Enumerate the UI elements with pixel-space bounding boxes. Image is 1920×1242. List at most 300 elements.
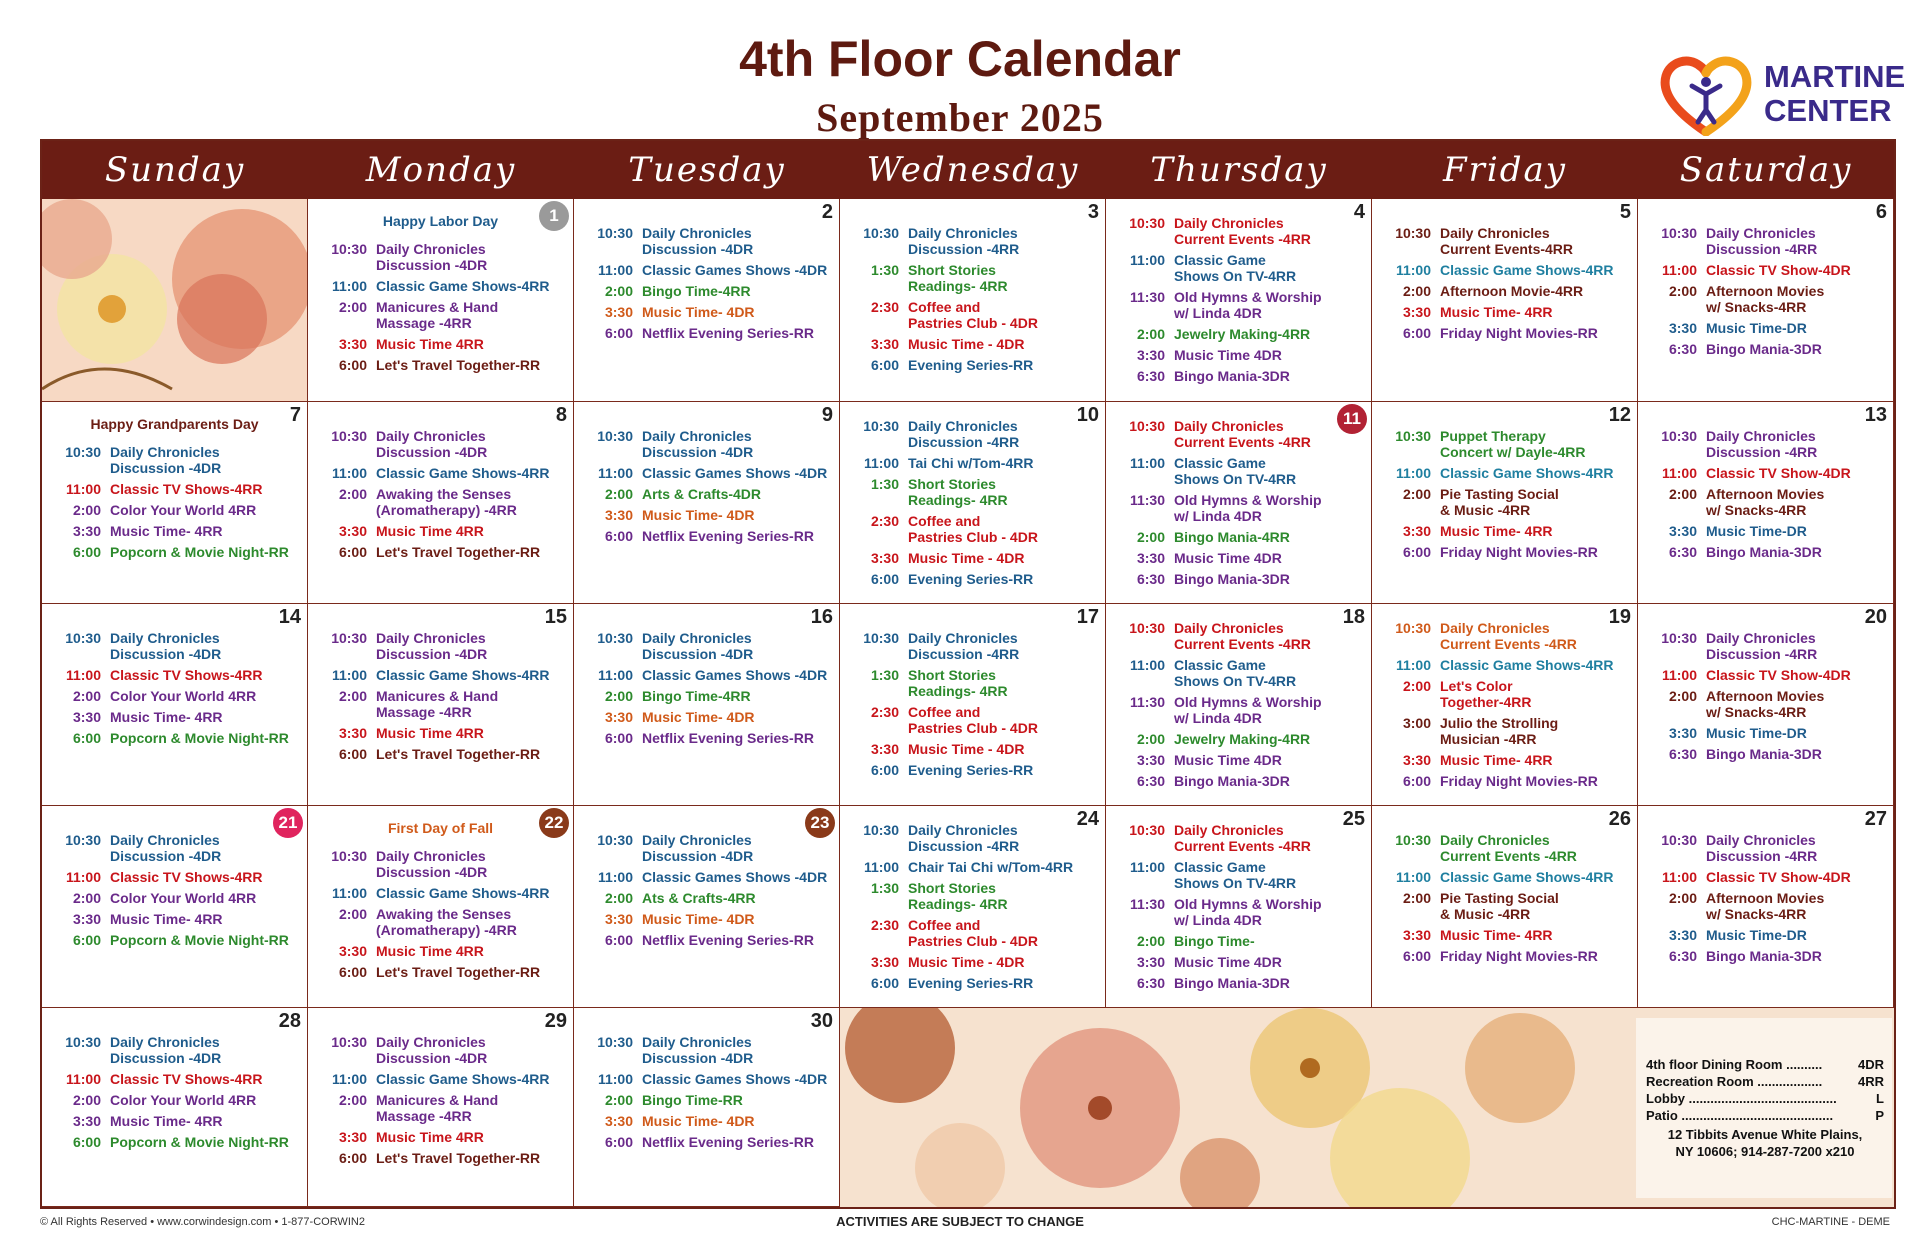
activity-time: 2:00 bbox=[1136, 933, 1165, 949]
activity-name: Bingo Mania-3DR bbox=[1706, 948, 1822, 964]
activity-name: Classic Game Shows-4RR bbox=[376, 278, 550, 294]
activity bbox=[1106, 215, 1371, 247]
activity-name: Daily Chronicles Discussion -4RR bbox=[908, 822, 1020, 854]
activity-time: 6:00 bbox=[72, 544, 101, 560]
activity bbox=[1372, 465, 1637, 481]
activity-name: Manicures & Hand Massage -4RR bbox=[376, 1092, 499, 1124]
activity-time: 10:30 bbox=[1661, 225, 1697, 241]
activity-time: 6:00 bbox=[72, 730, 101, 746]
flower-art bbox=[42, 199, 308, 402]
activity-name: Music Time- 4RR bbox=[110, 911, 223, 927]
activity-time: 6:00 bbox=[1402, 544, 1431, 560]
activity-list bbox=[1106, 215, 1371, 389]
activity-time: 3:30 bbox=[72, 911, 101, 927]
activity-name: Popcorn & Movie Night-RR bbox=[110, 932, 289, 948]
activity-time: 3:30 bbox=[338, 1129, 367, 1145]
activity bbox=[42, 932, 307, 948]
activity-name: Daily Chronicles Discussion -4DR bbox=[376, 848, 488, 880]
activity bbox=[840, 917, 1105, 949]
activity-name: Classic Game Shows-4RR bbox=[1440, 465, 1614, 481]
activity bbox=[42, 890, 307, 906]
activity-name: Music Time 4DR bbox=[1174, 752, 1282, 768]
day-cell-20 bbox=[1638, 604, 1894, 806]
page-title: 4th Floor Calendar bbox=[739, 31, 1181, 87]
activity-list bbox=[1372, 225, 1637, 346]
activity bbox=[574, 1092, 839, 1108]
activity-name: Daily Chronicles Current Events -4RR bbox=[1440, 620, 1577, 652]
activity bbox=[1372, 283, 1637, 299]
activity-list bbox=[1106, 418, 1371, 592]
activity-name: Music Time 4DR bbox=[1174, 550, 1282, 566]
activity-time: 10:30 bbox=[597, 832, 633, 848]
activity-name: Let's Color Together-4RR bbox=[1440, 678, 1532, 710]
activity-time: 2:00 bbox=[338, 299, 367, 315]
legend-row bbox=[1646, 1056, 1884, 1073]
activity-name: Classic TV Show-4DR bbox=[1706, 262, 1851, 278]
date-number: 8 bbox=[555, 404, 567, 426]
date-number: 12 bbox=[1608, 404, 1631, 426]
activity bbox=[1106, 252, 1371, 284]
activity-name: Daily Chronicles Discussion -4DR bbox=[642, 1034, 754, 1066]
day-cell-9 bbox=[574, 402, 840, 604]
activity bbox=[308, 725, 573, 741]
activity-time: 6:00 bbox=[870, 975, 899, 991]
activity-time: 6:30 bbox=[1136, 571, 1165, 587]
date-number: 17 bbox=[1076, 606, 1099, 628]
activity-time: 1:30 bbox=[870, 262, 899, 278]
activity-name: Classic Games Shows -4DR bbox=[642, 262, 828, 278]
activity bbox=[308, 357, 573, 373]
activity-time: 10:30 bbox=[331, 241, 367, 257]
activity bbox=[308, 336, 573, 352]
weekday-wednesday: Wednesday bbox=[866, 150, 1080, 190]
activity-time: 10:30 bbox=[863, 822, 899, 838]
activity-name: Bingo Time-4RR bbox=[642, 688, 751, 704]
copyright: © All Rights Reserved • www.corwindesign.com • 1-877-CORWIN2 bbox=[40, 1216, 365, 1228]
activity-time: 11:00 bbox=[331, 667, 367, 683]
activity-list bbox=[1372, 832, 1637, 969]
holiday-label: Happy Labor Day bbox=[382, 213, 499, 229]
activity-time: 6:00 bbox=[604, 730, 633, 746]
flag-icon: 11 bbox=[1337, 404, 1367, 434]
weekday-header bbox=[42, 141, 1894, 199]
activity-name: Music Time-DR bbox=[1706, 725, 1807, 741]
activity-name: Music Time - 4DR bbox=[908, 741, 1025, 757]
activity-time: 6:00 bbox=[1402, 325, 1431, 341]
activity bbox=[840, 762, 1105, 778]
legend-code: 4RR bbox=[1857, 1074, 1884, 1089]
location-legend bbox=[1636, 1018, 1892, 1198]
activity-name: Afternoon Movies w/ Snacks-4RR bbox=[1706, 486, 1825, 518]
activity-name: Music Time - 4DR bbox=[908, 336, 1025, 352]
activity bbox=[1106, 550, 1371, 566]
activity-list bbox=[840, 418, 1105, 592]
day-cell-22 bbox=[308, 806, 574, 1008]
activity-time: 3:30 bbox=[72, 523, 101, 539]
activity-name: Coffee and Pastries Club - 4DR bbox=[908, 513, 1038, 545]
activity bbox=[1106, 529, 1371, 545]
gear-icon: 1 bbox=[539, 201, 569, 231]
activity bbox=[1372, 325, 1637, 341]
date-number: 28 bbox=[278, 1010, 301, 1032]
activity-time: 10:30 bbox=[1661, 832, 1697, 848]
activity-list bbox=[840, 822, 1105, 996]
activity-list bbox=[574, 428, 839, 549]
activity-time: 3:30 bbox=[1668, 927, 1697, 943]
activity-time: 2:00 bbox=[1136, 731, 1165, 747]
activity-name: Popcorn & Movie Night-RR bbox=[110, 544, 289, 560]
activity-name: Daily Chronicles Discussion -4DR bbox=[642, 630, 754, 662]
activity bbox=[840, 513, 1105, 545]
activity bbox=[840, 704, 1105, 736]
activity bbox=[1372, 832, 1637, 864]
activity bbox=[1638, 225, 1893, 257]
activity bbox=[308, 1150, 573, 1166]
activity-time: 6:00 bbox=[870, 762, 899, 778]
activity bbox=[840, 741, 1105, 757]
activity-name: Music Time- 4RR bbox=[1440, 523, 1553, 539]
activity bbox=[1106, 896, 1371, 928]
activity-time: 3:30 bbox=[1402, 523, 1431, 539]
activity bbox=[308, 943, 573, 959]
activity bbox=[574, 262, 839, 278]
activity bbox=[308, 486, 573, 518]
activity-name: Let's Travel Together-RR bbox=[376, 964, 541, 980]
activity-time: 2:00 bbox=[1402, 890, 1431, 906]
activity-name: Evening Series-RR bbox=[908, 571, 1034, 587]
activity bbox=[42, 481, 307, 497]
activity bbox=[840, 418, 1105, 450]
activity bbox=[42, 544, 307, 560]
activity-time: 3:30 bbox=[870, 741, 899, 757]
date-number: 10 bbox=[1076, 404, 1099, 426]
activity-time: 2:00 bbox=[1402, 283, 1431, 299]
activity-name: Bingo Mania-3DR bbox=[1174, 773, 1290, 789]
activity-time: 11:00 bbox=[597, 465, 633, 481]
activity-name: Classic TV Show-4DR bbox=[1706, 667, 1851, 683]
activity-name: Bingo Time-RR bbox=[642, 1092, 743, 1108]
day-cell-2 bbox=[574, 199, 840, 402]
activity-name: Chair Tai Chi w/Tom-4RR bbox=[908, 859, 1074, 875]
activity-time: 3:30 bbox=[72, 1113, 101, 1129]
activity bbox=[308, 848, 573, 880]
activity-time: 2:00 bbox=[604, 890, 633, 906]
activity bbox=[840, 667, 1105, 699]
activity-time: 10:30 bbox=[1395, 620, 1431, 636]
day-cell-28 bbox=[42, 1008, 308, 1207]
activity-name: Classic Game Shows On TV-4RR bbox=[1174, 455, 1297, 487]
holiday-label: First Day of Fall bbox=[387, 820, 494, 836]
date-number: 7 bbox=[289, 404, 301, 426]
activity-time: 3:30 bbox=[1668, 320, 1697, 336]
activity-name: Manicures & Hand Massage -4RR bbox=[376, 299, 499, 331]
date-number: 3 bbox=[1087, 201, 1099, 223]
activity bbox=[574, 283, 839, 299]
activity-time: 6:00 bbox=[870, 571, 899, 587]
activity-name: Daily Chronicles Current Events -4RR bbox=[1174, 215, 1311, 247]
activity-time: 6:00 bbox=[338, 746, 367, 762]
activity-name: Music Time 4RR bbox=[376, 725, 484, 741]
activity-time: 2:00 bbox=[338, 486, 367, 502]
activity bbox=[1372, 523, 1637, 539]
day-cell-12 bbox=[1372, 402, 1638, 604]
activity bbox=[840, 630, 1105, 662]
logo bbox=[1660, 52, 1906, 136]
date-number: 2 bbox=[821, 201, 833, 223]
activity-time: 3:30 bbox=[1402, 927, 1431, 943]
activity-time: 10:30 bbox=[331, 1034, 367, 1050]
activity-time: 6:00 bbox=[72, 1134, 101, 1150]
activity-name: Music Time-DR bbox=[1706, 523, 1807, 539]
activity bbox=[840, 571, 1105, 587]
activity-time: 3:30 bbox=[870, 954, 899, 970]
activity-name: Music Time- 4RR bbox=[1440, 752, 1553, 768]
activity-name: Classic Game Shows-4RR bbox=[376, 465, 550, 481]
date-number: 25 bbox=[1342, 808, 1365, 830]
activity-name: Netflix Evening Series-RR bbox=[642, 325, 814, 341]
activity-time: 11:00 bbox=[1395, 465, 1431, 481]
activity-time: 11:00 bbox=[331, 885, 367, 901]
activity-name: Music Time- 4DR bbox=[642, 507, 755, 523]
logo-line-1: MARTINE bbox=[1764, 59, 1906, 94]
activity-time: 10:30 bbox=[597, 1034, 633, 1050]
activity bbox=[1638, 667, 1893, 683]
activity-time: 2:00 bbox=[72, 688, 101, 704]
activity-name: Daily Chronicles Discussion -4DR bbox=[376, 428, 488, 460]
activity-list bbox=[1638, 225, 1893, 362]
activity-name: Classic Game Shows-4RR bbox=[376, 885, 550, 901]
activity-time: 10:30 bbox=[597, 630, 633, 646]
activity-time: 6:30 bbox=[1668, 746, 1697, 762]
activity bbox=[574, 869, 839, 885]
activity-name: Bingo Mania-3DR bbox=[1706, 746, 1822, 762]
activity bbox=[42, 832, 307, 864]
activity-time: 2:00 bbox=[72, 890, 101, 906]
activity bbox=[840, 822, 1105, 854]
activity-time: 2:00 bbox=[604, 1092, 633, 1108]
activity-name: Netflix Evening Series-RR bbox=[642, 528, 814, 544]
legend-label: Patio .......................................... bbox=[1646, 1108, 1834, 1123]
activity-name: Bingo Mania-3DR bbox=[1174, 571, 1290, 587]
activity-time: 10:30 bbox=[1395, 832, 1431, 848]
activity bbox=[574, 832, 839, 864]
activity-name: Bingo Mania-3DR bbox=[1174, 368, 1290, 384]
activity-name: Evening Series-RR bbox=[908, 357, 1034, 373]
activity bbox=[574, 225, 839, 257]
day-cell-24 bbox=[840, 806, 1106, 1008]
day-cell-29 bbox=[308, 1008, 574, 1207]
logo-line-2: CENTER bbox=[1764, 93, 1892, 128]
activity bbox=[1638, 688, 1893, 720]
activity-time: 11:00 bbox=[1395, 869, 1431, 885]
activity-time: 2:00 bbox=[1402, 486, 1431, 502]
activity-time: 11:30 bbox=[1129, 492, 1165, 508]
activity-name: Daily Chronicles Discussion -4RR bbox=[1706, 832, 1818, 864]
activity-name: Color Your World 4RR bbox=[110, 502, 257, 518]
activity-name: Jewelry Making-4RR bbox=[1174, 326, 1311, 342]
activity-time: 3:30 bbox=[338, 336, 367, 352]
activity bbox=[1638, 544, 1893, 560]
activity-name: Short Stories Readings- 4RR bbox=[908, 667, 1008, 699]
activity-time: 2:00 bbox=[604, 486, 633, 502]
activity-time: 11:00 bbox=[597, 1071, 633, 1087]
activity-name: Music Time- 4RR bbox=[110, 523, 223, 539]
activity-list bbox=[574, 832, 839, 953]
activity-name: Daily Chronicles Discussion -4DR bbox=[376, 630, 488, 662]
activity bbox=[1372, 715, 1637, 747]
activity bbox=[1638, 725, 1893, 741]
activity-time: 3:00 bbox=[1402, 715, 1431, 731]
day-cell-11 bbox=[1106, 402, 1372, 604]
activity-name: Daily Chronicles Discussion -4DR bbox=[642, 428, 754, 460]
activity bbox=[1372, 486, 1637, 518]
activity-time: 11:00 bbox=[65, 869, 101, 885]
activity bbox=[308, 906, 573, 938]
activity-name: Music Time 4DR bbox=[1174, 954, 1282, 970]
activity-name: Classic Game Shows On TV-4RR bbox=[1174, 859, 1297, 891]
day-cell-30 bbox=[574, 1008, 840, 1207]
activity-name: Tai Chi w/Tom-4RR bbox=[908, 455, 1034, 471]
activity-name: Coffee and Pastries Club - 4DR bbox=[908, 299, 1038, 331]
date-number: 4 bbox=[1353, 201, 1365, 223]
activity-name: Popcorn & Movie Night-RR bbox=[110, 730, 289, 746]
activity-name: Daily Chronicles Discussion -4RR bbox=[908, 418, 1020, 450]
activity bbox=[1638, 832, 1893, 864]
activity-time: 6:00 bbox=[604, 932, 633, 948]
activity-time: 11:00 bbox=[1661, 869, 1697, 885]
activity-time: 6:00 bbox=[1402, 773, 1431, 789]
activity-time: 3:30 bbox=[604, 709, 633, 725]
activity-name: Friday Night Movies-RR bbox=[1440, 773, 1598, 789]
activity-time: 6:00 bbox=[338, 357, 367, 373]
activity bbox=[1106, 975, 1371, 991]
date-number: 16 bbox=[810, 606, 833, 628]
activity bbox=[574, 667, 839, 683]
activity bbox=[1638, 890, 1893, 922]
activity-name: Music Time - 4DR bbox=[908, 954, 1025, 970]
activity bbox=[840, 336, 1105, 352]
activity bbox=[574, 1034, 839, 1066]
activity bbox=[42, 688, 307, 704]
activity-name: Classic Game Shows-4RR bbox=[1440, 262, 1614, 278]
activity bbox=[1106, 368, 1371, 384]
activity-name: Classic Games Shows -4DR bbox=[642, 1071, 828, 1087]
activity bbox=[574, 730, 839, 746]
activity bbox=[308, 241, 573, 273]
activity bbox=[1638, 428, 1893, 460]
activity-name: Pie Tasting Social & Music -4RR bbox=[1440, 486, 1559, 518]
activity-name: Daily Chronicles Discussion -4DR bbox=[376, 241, 488, 273]
activity bbox=[574, 911, 839, 927]
activity-time: 11:00 bbox=[863, 859, 899, 875]
activity-time: 11:00 bbox=[597, 667, 633, 683]
activity-time: 6:00 bbox=[870, 357, 899, 373]
activity-time: 1:30 bbox=[870, 667, 899, 683]
date-number: 14 bbox=[278, 606, 301, 628]
day-cell-6 bbox=[1638, 199, 1894, 402]
activity-name: Daily Chronicles Current Events -4RR bbox=[1440, 832, 1577, 864]
activity-time: 10:30 bbox=[331, 848, 367, 864]
activity bbox=[1638, 523, 1893, 539]
activity bbox=[1106, 620, 1371, 652]
activity-time: 10:30 bbox=[1395, 428, 1431, 444]
page-subtitle: September 2025 bbox=[816, 95, 1104, 140]
activity-list bbox=[42, 832, 307, 953]
activity-name: Classic TV Shows-4RR bbox=[110, 869, 263, 885]
activity bbox=[1372, 225, 1637, 257]
activity-time: 10:30 bbox=[1129, 215, 1165, 231]
calendar-grid bbox=[40, 139, 1896, 1209]
activity bbox=[574, 932, 839, 948]
activity-time: 11:00 bbox=[331, 1071, 367, 1087]
legend-label: 4th floor Dining Room .......... bbox=[1646, 1057, 1823, 1072]
activity bbox=[840, 954, 1105, 970]
activity bbox=[840, 225, 1105, 257]
address: 12 Tibbits Avenue White Plains, NY 10606; 914-287-7200 x210 bbox=[1667, 1127, 1863, 1159]
activity-list bbox=[1106, 822, 1371, 996]
activity-time: 10:30 bbox=[331, 428, 367, 444]
activity bbox=[574, 304, 839, 320]
activity-name: Afternoon Movies w/ Snacks-4RR bbox=[1706, 688, 1825, 720]
activity-time: 10:30 bbox=[597, 428, 633, 444]
activity-time: 6:00 bbox=[604, 325, 633, 341]
footer-code: CHC-MARTINE - DEME bbox=[1771, 1216, 1890, 1228]
activity-name: Old Hymns & Worship w/ Linda 4DR bbox=[1174, 492, 1322, 524]
activity bbox=[1106, 933, 1371, 949]
activity-time: 10:30 bbox=[65, 630, 101, 646]
activity bbox=[574, 688, 839, 704]
activity-name: Classic Games Shows -4DR bbox=[642, 667, 828, 683]
activity-time: 2:30 bbox=[870, 299, 899, 315]
activity-list bbox=[840, 225, 1105, 378]
activity-list bbox=[840, 630, 1105, 783]
day-cell-16 bbox=[574, 604, 840, 806]
activity-time: 6:00 bbox=[1402, 948, 1431, 964]
activity bbox=[574, 507, 839, 523]
date-number: 19 bbox=[1608, 606, 1631, 628]
activity-time: 10:30 bbox=[863, 418, 899, 434]
activity-time: 3:30 bbox=[1668, 725, 1697, 741]
activity-list bbox=[308, 1034, 573, 1171]
activity-name: Music Time- 4RR bbox=[110, 709, 223, 725]
activity-time: 11:00 bbox=[331, 278, 367, 294]
activity-time: 6:30 bbox=[1136, 975, 1165, 991]
activity-name: Short Stories Readings- 4RR bbox=[908, 262, 1008, 294]
activity-list bbox=[42, 1034, 307, 1155]
activity-name: Jewelry Making-4RR bbox=[1174, 731, 1311, 747]
activity-time: 11:00 bbox=[1661, 262, 1697, 278]
activity-time: 11:00 bbox=[1129, 657, 1165, 673]
activity-time: 3:30 bbox=[1402, 752, 1431, 768]
activity-name: Daily Chronicles Discussion -4DR bbox=[642, 225, 754, 257]
activity bbox=[1372, 773, 1637, 789]
activity-list bbox=[1638, 428, 1893, 565]
activity bbox=[574, 1113, 839, 1129]
activity-list bbox=[574, 1034, 839, 1155]
activity bbox=[1106, 455, 1371, 487]
star-icon: 23 bbox=[805, 808, 835, 838]
activity bbox=[1638, 486, 1893, 518]
activity bbox=[1106, 289, 1371, 321]
activity-name: Ats & Crafts-4RR bbox=[642, 890, 756, 906]
activity-time: 2:00 bbox=[1668, 688, 1697, 704]
activity bbox=[574, 1071, 839, 1087]
activity-time: 11:00 bbox=[1395, 657, 1431, 673]
activity bbox=[1106, 773, 1371, 789]
activity-time: 11:30 bbox=[1129, 896, 1165, 912]
activity-time: 11:30 bbox=[1129, 694, 1165, 710]
activity-time: 2:00 bbox=[338, 1092, 367, 1108]
